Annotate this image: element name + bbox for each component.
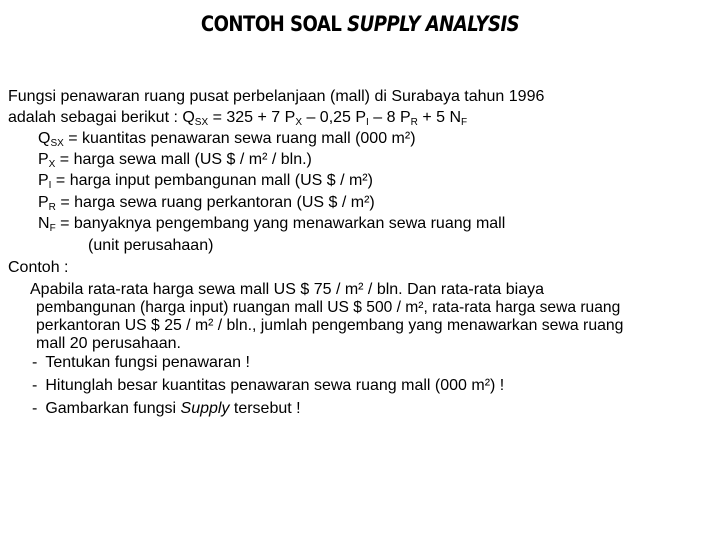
task-item-1 — [32, 354, 250, 372]
definition-nf-cont: (unit perusahaan) — [88, 237, 214, 254]
task-text-pre: Gambarkan fungsi — [45, 400, 181, 417]
task-bullet: - — [32, 400, 38, 417]
definition-pi: $P_I$ = harga input pembangunan mall (US $ / m²) — [38, 172, 373, 191]
task-text: Hitunglah besar kuantitas penawaran sewa ruang mall (000 m²) ! — [45, 377, 505, 394]
task-text: Tentukan fungsi penawaran ! — [45, 354, 250, 371]
title-main: CONTOH SOAL — [200, 12, 348, 36]
intro-line-1: Fungsi penawaran ruang pusat perbelanjaan (mall) di Surabaya tahun 1996 — [8, 88, 545, 105]
task-item-3 — [32, 400, 301, 418]
task-text-post: tersebut ! — [229, 400, 301, 417]
example-para-line-3: perkantoran US $ 25 / m² / bln., jumlah pengembang yang menawarkan sewa ruang — [36, 317, 624, 334]
example-para-line-4: mall 20 perusahaan. — [36, 335, 181, 352]
definition-pr: $P_R$ = harga sewa ruang perkantoran (US $ / m²) — [38, 194, 375, 213]
example-heading: Contoh : — [8, 259, 69, 276]
task-bullet: - — [32, 354, 38, 371]
example-para-line-2: pembangunan (harga input) ruangan mall US $ 500 / m², rata-rata harga sewa ruang — [36, 299, 621, 316]
task-text-italic: Supply — [180, 400, 230, 417]
example-para-line-1: Apabila rata-rata harga sewa mall US $ 75 / m² / bln. Dan rata-rata biaya — [30, 281, 545, 298]
definition-qsx: $Q_{SX}$ = kuantitas penawaran sewa ruang mall (000 m²) — [38, 130, 416, 149]
title-italic: SUPPLY ANALYSIS — [347, 12, 520, 36]
task-bullet: - — [32, 377, 38, 394]
definition-px: $P_X$ = harga sewa mall (US $ / m² / bln.) — [38, 151, 312, 170]
definition-nf: $N_F$ = banyaknya pengembang yang menawarkan sewa ruang mall — [38, 215, 506, 234]
page-title — [50, 12, 669, 36]
task-item-2 — [32, 377, 504, 395]
intro-line-2: adalah sebagai berikut : $Q_{SX} = 325 + 7$ $P_X - 0,25$ $P_I - 8$ $P_R + 5$ $N_F$ — [8, 109, 468, 128]
